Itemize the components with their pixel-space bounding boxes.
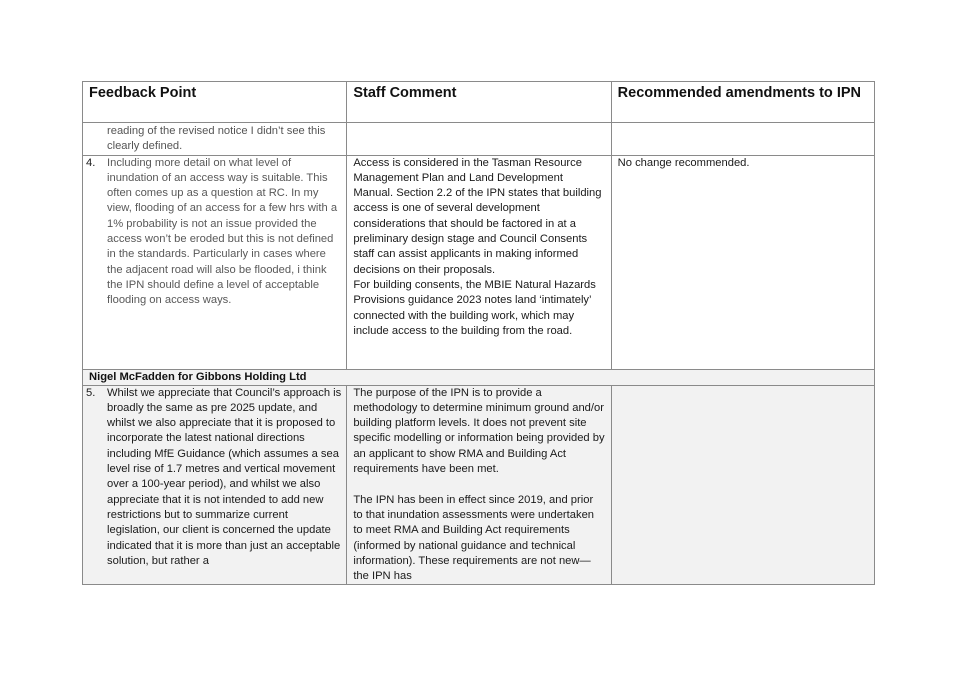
feedback-table — [82, 81, 875, 585]
feedback-cell — [83, 155, 347, 369]
feedback-cell — [83, 385, 347, 585]
feedback-text: Including more detail on what level of inundation of an access way is suitable. This often comes up as a question at RC. In my view, flooding of an access for a few hrs with a 1% probability is not an issue provided the access won’t be eroded but this is not defined in the standards. Particularly in cases where the adjacent road will also be flooded, i think the IPN should define a level of acceptable flooding on access ways. — [107, 156, 338, 307]
feedback-text: Whilst we appreciate that Council’s approach is broadly the same as pre 2025 update, and whilst we also appreciate that it is proposed to incorporate the latest national directions including MfE Guidance (which assumes a sea level rise of 1.7 metres and vertical movement over a 100-year period), and whilst we also appreciate that it is not intended to add new restrictions but to summarize current legislation, our client is concerned the update indicated that it is more than just an acceptable solution, but rather a — [107, 386, 342, 567]
comment-cell — [347, 155, 611, 369]
recommendation-cell — [611, 123, 874, 156]
section-cell — [83, 369, 875, 385]
header-row — [83, 82, 875, 123]
header-staff-comment: Staff Comment — [347, 82, 611, 123]
table-row-continuation — [83, 123, 875, 156]
feedback-continuation-text: reading of the revised notice I didn’t see this clearly defined. — [107, 125, 326, 153]
item-number: 5. — [86, 386, 96, 399]
header-recommended-amendments: Recommended amendments to IPN — [611, 82, 874, 123]
recommendation-cell — [611, 385, 874, 585]
recommendation-cell — [611, 155, 874, 369]
table-row-item-5 — [83, 385, 875, 585]
item-number: 4. — [86, 156, 96, 169]
table-row-item-4 — [83, 155, 875, 369]
header-feedback-point: Feedback Point — [83, 82, 347, 123]
comment-paragraph: For building consents, the MBIE Natural Hazards Provisions guidance 2023 notes land ‘intimately’ connected with the building work, which may include access to the building from the road. — [353, 278, 596, 337]
comment-cell — [347, 385, 611, 585]
section-row — [83, 369, 875, 385]
comment-paragraph: The IPN has been in effect since 2019, and prior to that inundation assessments were undertaken to meet RMA and Building Act requirements (informed by national guidance and technical information). These requirements are not new—the IPN has — [353, 493, 595, 583]
section-title: Nigel McFadden for Gibbons Holding Ltd — [89, 370, 307, 383]
comment-paragraph: Access is considered in the Tasman Resource Management Plan and Land Development Manual. Section 2.2 of the IPN states that building access is one of several development considerations that should be factored in at a preliminary design stage and Council Consents staff can assist applicants in making informed decisions on their proposals. — [353, 156, 602, 276]
feedback-cell — [83, 123, 347, 156]
recommendation-text: No change recommended. — [617, 156, 750, 169]
comment-paragraph: The purpose of the IPN is to provide a methodology to determine minimum ground and/or building platform levels. It does not prevent site specific modelling or information being provided by an applicant to show RMA and Building Act requirements have been met. — [353, 386, 605, 476]
comment-cell — [347, 123, 611, 156]
